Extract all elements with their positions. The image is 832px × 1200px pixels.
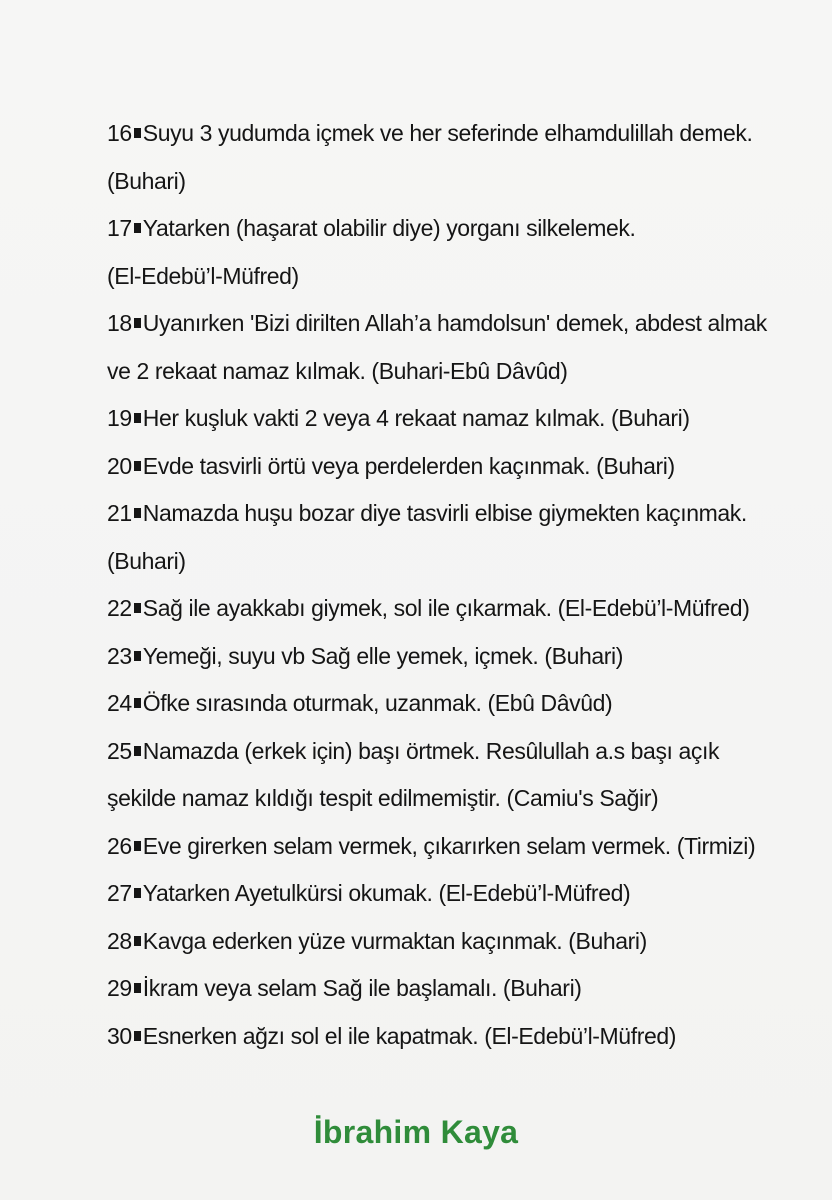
list-item-22 [107,585,807,633]
item-number: 29 [107,975,132,1001]
item-text: Namazda huşu bozar diye tasvirli elbise giymekten kaçınmak. [142,500,747,526]
square-bullet-icon [134,413,141,423]
list-item-27 [107,870,807,918]
item-text: Yemeği, suyu vb Sağ elle yemek, içmek. (Buhari) [142,642,623,669]
item-text: Öfke sırasında oturmak, uzanmak. (Ebû Dâvûd) [142,690,613,716]
item-number: 25 [107,737,132,764]
square-bullet-icon [134,651,141,661]
item-number: 23 [107,642,132,669]
item-number: 28 [107,927,132,954]
item-continuation: (El-Edebü’l-Müfred) [107,262,299,289]
square-bullet-icon [134,461,141,471]
list-item-21 [107,490,807,585]
square-bullet-icon [134,128,141,138]
square-bullet-icon [134,318,141,328]
item-text: Namazda (erkek için) başı örtmek. Resûlullah a.s başı açık [142,737,720,764]
list-item-25 [107,728,807,823]
item-number: 18 [107,310,132,336]
author-signature: İbrahim Kaya [313,1114,519,1150]
item-text: Eve girerken selam vermek, çıkarırken selam vermek. (Tirmizi) [142,832,756,859]
item-text: Her kuşluk vakti 2 veya 4 rekaat namaz kılmak. (Buhari) [142,405,690,431]
item-number: 26 [107,832,132,859]
item-number: 21 [107,500,132,526]
list-item-16 [107,110,807,205]
list-item-26 [107,823,807,871]
item-number: 22 [107,595,132,621]
item-text: Kavga ederken yüze vurmaktan kaçınmak. (Buhari) [142,927,647,954]
item-text: Suyu 3 yudumda içmek ve her seferinde elhamdulillah demek. [142,120,753,146]
item-continuation: (Buhari) [107,547,186,574]
item-text: Uyanırken 'Bizi dirilten Allah’a hamdolsun' demek, abdest almak [142,310,767,336]
list-item-29 [107,965,807,1013]
item-continuation: ve 2 rekaat namaz kılmak. (Buhari-Ebû Dâvûd) [107,357,568,384]
list-item-24 [107,680,807,728]
list-item-30 [107,1013,807,1061]
square-bullet-icon [134,508,141,518]
item-number: 19 [107,405,132,431]
square-bullet-icon [134,223,141,233]
list-item-17 [107,205,807,300]
square-bullet-icon [134,746,141,756]
list-item-20 [107,443,807,491]
item-text: Yatarken Ayetulkürsi okumak. (El-Edebü’l-Müfred) [142,880,631,906]
square-bullet-icon [134,603,141,613]
item-number: 24 [107,690,132,716]
square-bullet-icon [134,1031,141,1041]
item-number: 30 [107,1022,132,1049]
list-item-23 [107,633,807,681]
item-text: İkram veya selam Sağ ile başlamalı. (Buhari) [142,975,582,1001]
square-bullet-icon [134,698,141,708]
item-number: 27 [107,880,132,906]
item-continuation: (Buhari) [107,167,186,194]
square-bullet-icon [134,841,141,851]
list-item-19 [107,395,807,443]
square-bullet-icon [134,936,141,946]
item-continuation: şekilde namaz kıldığı tespit edilmemiştir. (Camiu's Sağir) [107,785,659,811]
list-item-28 [107,918,807,966]
list-item-18 [107,300,807,395]
etiquette-list [107,110,807,1060]
item-text: Esnerken ağzı sol el ile kapatmak. (El-Edebü’l-Müfred) [142,1022,676,1049]
square-bullet-icon [134,888,141,898]
item-text: Sağ ile ayakkabı giymek, sol ile çıkarmak. (El-Edebü’l-Müfred) [142,595,750,621]
item-number: 16 [107,120,132,146]
item-text: Yatarken (haşarat olabilir diye) yorganı silkelemek. [142,215,636,241]
item-text: Evde tasvirli örtü veya perdelerden kaçınmak. (Buhari) [142,452,675,479]
square-bullet-icon [134,983,141,993]
item-number: 20 [107,452,132,479]
item-number: 17 [107,215,132,241]
